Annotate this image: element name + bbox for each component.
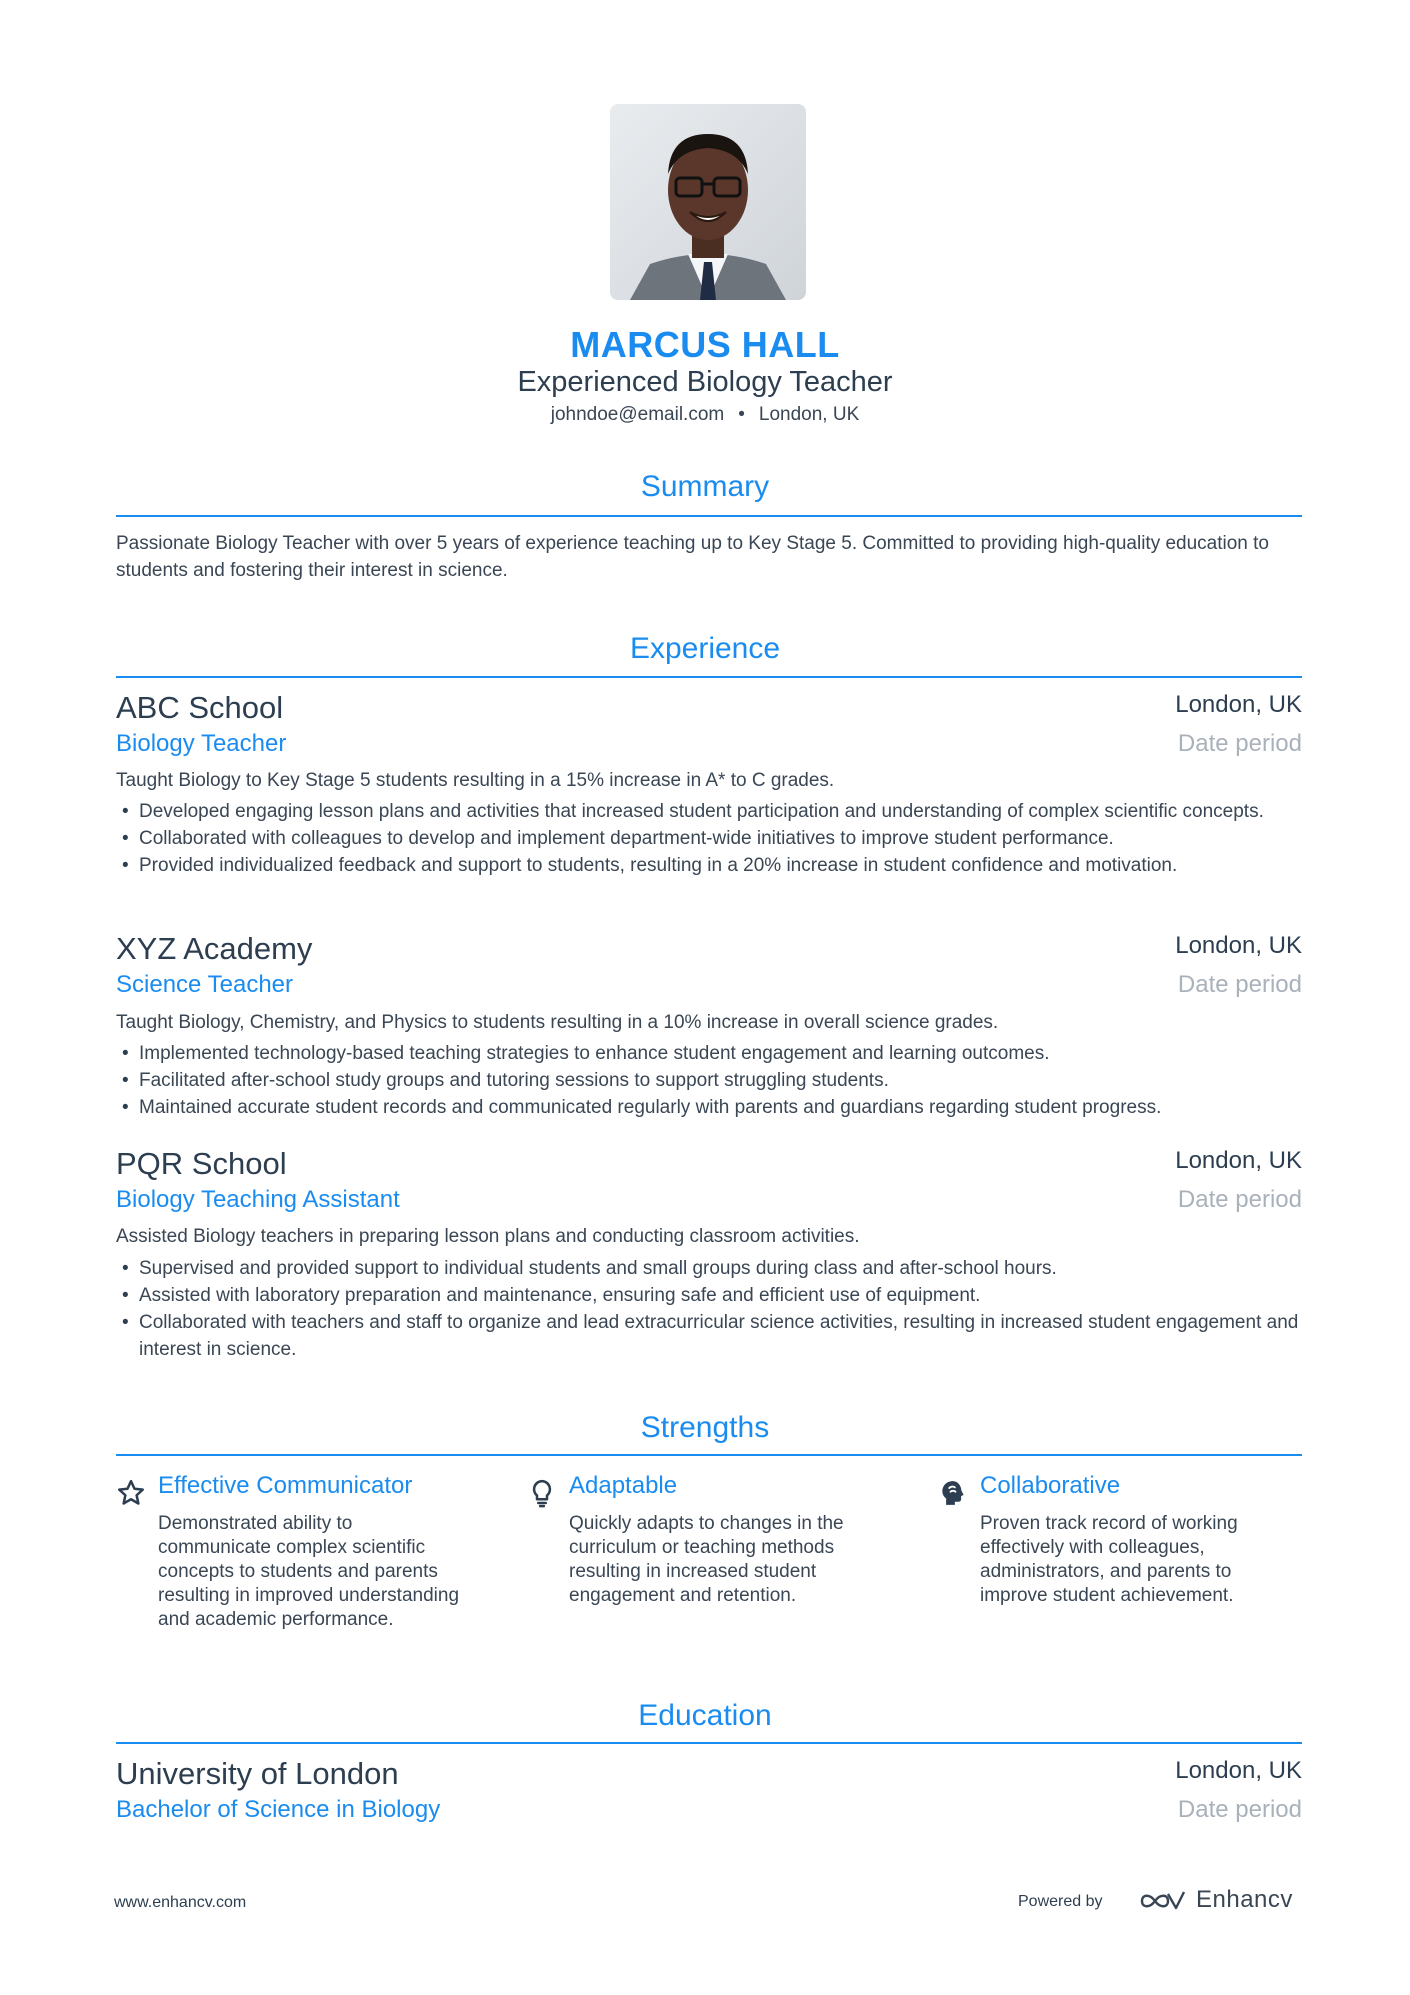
job-date: Date period <box>1177 1186 1302 1213</box>
experience-divider <box>116 676 1302 678</box>
enhancv-logo-icon <box>1138 1886 1188 1916</box>
job-description: Taught Biology, Chemistry, and Physics to students resulting in a 10% increase in overall science grades. <box>116 1012 999 1033</box>
education-title: Education <box>638 1699 772 1732</box>
job-description: Taught Biology to Key Stage 5 students resulting in a 15% increase in A* to C grades. <box>116 770 835 791</box>
company-name: XYZ Academy <box>116 931 313 966</box>
list-item: • Facilitated after-school study groups and tutoring sessions to support struggling students. <box>116 1067 1312 1094</box>
lightbulb-icon <box>527 1478 557 1508</box>
contact-line <box>0 404 1410 426</box>
list-item: • Assisted with laboratory preparation and maintenance, ensuring safe and efficient use of equipment. <box>116 1282 1312 1309</box>
separator-dot: • <box>738 404 745 425</box>
strength-description: Demonstrated ability to communicate complex scientific concepts to students and parents resulting in improved understanding and academic performance. <box>158 1513 460 1630</box>
company-name: ABC School <box>116 690 284 725</box>
strength-description: Quickly adapts to changes in the curriculum or teaching methods resulting in increased student engagement and retention. <box>569 1513 844 1606</box>
job-bullets <box>116 1255 1312 1363</box>
school-name: University of London <box>116 1756 399 1791</box>
job-location: London, UK <box>1175 691 1302 718</box>
head-brain-icon <box>938 1478 968 1508</box>
list-item: • Supervised and provided support to individual students and small groups during class and after-school hours. <box>116 1255 1312 1282</box>
job-date: Date period <box>1177 971 1302 998</box>
email-text[interactable]: johndoe@email.com <box>550 404 725 425</box>
list-item: • Provided individualized feedback and support to students, resulting in a 20% increase in student confidence and motivation. <box>116 852 1312 879</box>
strength-title: Adaptable <box>569 1472 678 1499</box>
school-location: London, UK <box>1175 1757 1302 1784</box>
summary-text: Passionate Biology Teacher with over 5 years of experience teaching up to Key Stage 5. Committed to providing high-quality education to students and fostering their interest in science. <box>116 533 1269 581</box>
list-item: • Collaborated with colleagues to develop and implement department-wide initiatives to improve student performance. <box>116 825 1312 852</box>
strength-title: Effective Communicator <box>158 1472 413 1499</box>
education-date: Date period <box>1177 1796 1302 1823</box>
list-item: • Maintained accurate student records and communicated regularly with parents and guardians regarding student progress. <box>116 1094 1312 1121</box>
company-name: PQR School <box>116 1146 287 1181</box>
job-bullets <box>116 798 1312 879</box>
powered-by-label: Powered by <box>1018 1893 1103 1910</box>
job-location: London, UK <box>1175 932 1302 959</box>
profile-photo <box>610 104 806 300</box>
list-item: • Developed engaging lesson plans and activities that increased student participation and understanding of complex scientific concepts. <box>116 798 1312 825</box>
education-divider <box>116 1742 1302 1744</box>
strength-title: Collaborative <box>980 1472 1121 1499</box>
degree-name: Bachelor of Science in Biology <box>116 1796 441 1823</box>
job-role: Biology Teaching Assistant <box>116 1186 400 1213</box>
job-date: Date period <box>1177 730 1302 757</box>
job-description: Assisted Biology teachers in preparing lesson plans and conducting classroom activities. <box>116 1226 860 1247</box>
list-item: • Collaborated with teachers and staff to organize and lead extracurricular science activities, resulting in increased student engagement and interest in science. <box>116 1309 1312 1363</box>
job-bullets <box>116 1040 1312 1121</box>
strengths-title: Strengths <box>640 1411 770 1444</box>
strength-description: Proven track record of working effectively with colleagues, administrators, and parents to improve student achievement. <box>980 1513 1238 1606</box>
strengths-divider <box>116 1454 1302 1456</box>
job-location: London, UK <box>1175 1147 1302 1174</box>
footer-url[interactable]: www.enhancv.com <box>114 1894 247 1911</box>
job-role: Science Teacher <box>116 971 293 998</box>
list-item: • Implemented technology-based teaching strategies to enhance student engagement and learning outcomes. <box>116 1040 1312 1067</box>
candidate-name: MARCUS HALL <box>570 324 840 365</box>
experience-title: Experience <box>629 632 781 665</box>
job-role: Biology Teacher <box>116 730 287 757</box>
candidate-headline: Experienced Biology Teacher <box>517 366 893 398</box>
brand-name: Enhancv <box>1196 1886 1293 1913</box>
star-icon <box>116 1478 146 1508</box>
summary-divider <box>116 515 1302 517</box>
summary-title: Summary <box>640 470 770 503</box>
location-text: London, UK <box>758 404 860 425</box>
